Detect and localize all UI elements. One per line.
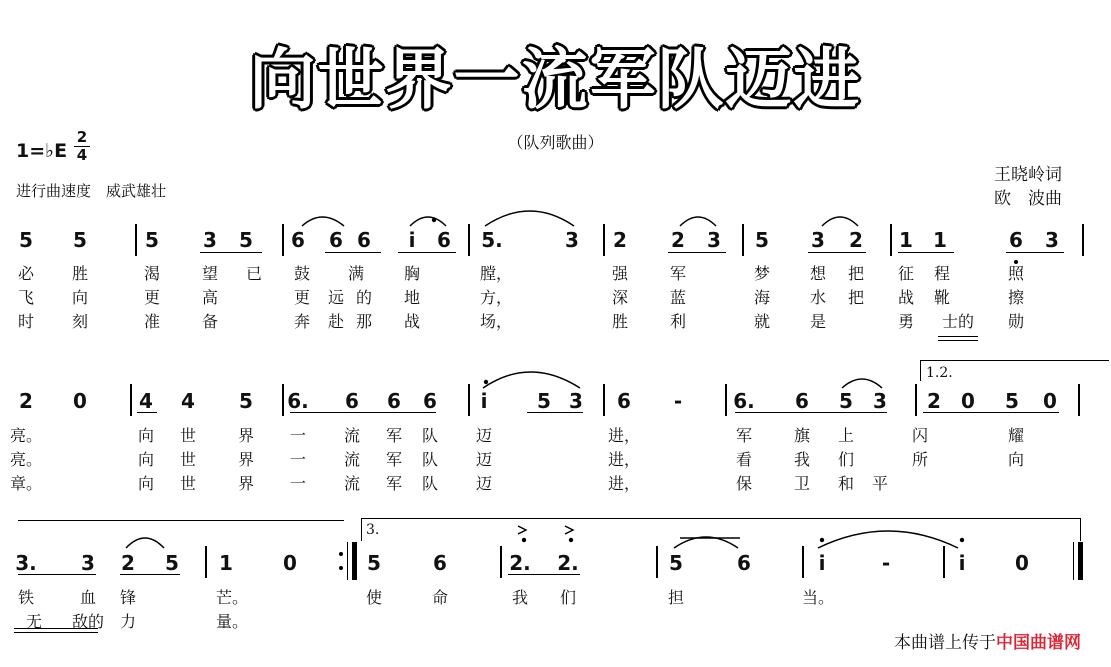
- jianpu-note: 3.: [15, 551, 37, 575]
- jianpu-note: 4: [139, 389, 153, 413]
- lyric-syllable: 无: [25, 612, 43, 631]
- jianpu-note: 3: [569, 389, 583, 413]
- lyric-syllable: 迈: [475, 474, 493, 493]
- jianpu-note: 5: [165, 551, 179, 575]
- jianpu-note: 6: [433, 551, 447, 575]
- time-signature-top: 2: [76, 128, 88, 146]
- lyric-syllable: 飞: [17, 288, 35, 307]
- lyric-syllable: 擦: [1007, 288, 1025, 307]
- lyric-syllable: 程: [933, 264, 951, 283]
- jianpu-note: 6: [423, 389, 437, 413]
- lyric-syllable: 那: [355, 312, 373, 331]
- jianpu-note: 6: [291, 228, 305, 252]
- watermark-text: 本曲谱上传于: [894, 633, 996, 653]
- composer-credit: 欧 波曲: [994, 189, 1062, 209]
- lyric-syllable: 向: [71, 288, 89, 307]
- lyric-syllable: 所: [911, 450, 929, 469]
- watermark-brand: 中国曲谱网: [996, 633, 1081, 653]
- lyric-syllable: 们: [559, 588, 577, 607]
- lyric-syllable: 亮。: [9, 426, 43, 445]
- jianpu-note: 2.: [557, 551, 579, 575]
- lyric-syllable: 芒。: [215, 588, 249, 607]
- jianpu-note: 1: [933, 228, 947, 252]
- time-signature-bottom: 4: [76, 146, 88, 164]
- lyric-syllable: 我: [793, 450, 811, 469]
- lyric-syllable: 奔: [293, 312, 311, 331]
- song-subtitle: （队列歌曲）: [507, 133, 604, 152]
- jianpu-note: 0: [283, 551, 297, 575]
- lyric-syllable: 世: [179, 474, 197, 493]
- lyric-syllable: 铁: [17, 588, 35, 607]
- jianpu-note: 5: [367, 551, 381, 575]
- lyric-syllable: 胜: [611, 312, 629, 331]
- lyric-syllable: 世: [179, 450, 197, 469]
- lyric-syllable: 卫: [793, 474, 811, 493]
- lyric-syllable: 敌的: [71, 612, 105, 631]
- lyric-syllable: 勋: [1007, 312, 1025, 331]
- jianpu-note: 3: [1045, 228, 1059, 252]
- jianpu-note: 6: [345, 389, 359, 413]
- lyric-syllable: 就: [753, 312, 771, 331]
- lyric-syllable: 世: [179, 426, 197, 445]
- volta-label-first: 1.2.: [926, 365, 953, 381]
- jianpu-note: 5: [73, 228, 87, 252]
- lyric-syllable: 保: [735, 474, 753, 493]
- lyric-syllable: 远: [327, 288, 345, 307]
- lyric-syllable: 当。: [801, 588, 835, 607]
- lyric-syllable: 流: [343, 450, 361, 469]
- lyric-syllable: 想: [809, 264, 827, 283]
- lyric-syllable: 照: [1007, 264, 1025, 283]
- volta-label-second: 3.: [366, 522, 380, 538]
- lyric-syllable: 流: [343, 426, 361, 445]
- lyric-syllable: 胜: [71, 264, 89, 283]
- lyric-syllable: 勇: [897, 312, 915, 331]
- lyric-syllable: 把: [847, 264, 865, 283]
- lyric-syllable: 胸: [403, 264, 421, 283]
- jianpu-note: 6: [329, 228, 343, 252]
- jianpu-note: 5: [1005, 389, 1019, 413]
- key-signature: 1=♭E: [16, 140, 68, 162]
- lyric-syllable: 是: [809, 312, 827, 331]
- jianpu-note: 6: [1009, 228, 1023, 252]
- jianpu-note: 5.: [481, 228, 503, 252]
- lyric-syllable: 队: [421, 474, 439, 493]
- lyric-syllable: 进，: [607, 426, 641, 445]
- jianpu-note: 2: [613, 228, 627, 252]
- lyric-syllable: 军: [735, 426, 753, 445]
- lyric-syllable: 队: [421, 426, 439, 445]
- lyric-syllable: 进，: [607, 474, 641, 493]
- lyric-syllable: 把: [847, 288, 865, 307]
- lyric-syllable: 向: [1007, 450, 1025, 469]
- lyric-syllable: 赴: [327, 312, 345, 331]
- lyric-syllable: 力: [119, 612, 137, 631]
- lyric-syllable: 担: [667, 588, 685, 607]
- lyric-syllable: 军: [385, 450, 403, 469]
- jianpu-note: 4: [181, 389, 195, 413]
- jianpu-note: i: [480, 389, 488, 413]
- jianpu-note: 3: [811, 228, 825, 252]
- lyric-syllable: 使: [365, 588, 383, 607]
- lyric-syllable: 一: [289, 426, 307, 445]
- jianpu-note: 1: [899, 228, 913, 252]
- lyric-syllable: 队: [421, 450, 439, 469]
- lyric-syllable: 向: [137, 426, 155, 445]
- lyric-syllable: 旗: [793, 426, 811, 445]
- lyric-syllable: 锋: [119, 588, 137, 607]
- lyric-syllable: 和: [837, 474, 855, 493]
- lyric-syllable: 备: [201, 312, 219, 331]
- lyric-syllable: 看: [735, 450, 753, 469]
- jianpu-note: 2: [927, 389, 941, 413]
- jianpu-note: 3: [81, 551, 95, 575]
- lyric-syllable: 更: [293, 288, 311, 307]
- lyric-syllable: 向: [137, 474, 155, 493]
- lyric-syllable: 军: [385, 426, 403, 445]
- lyric-syllable: 更: [143, 288, 161, 307]
- jianpu-note: 6.: [287, 389, 309, 413]
- tempo-marking: 进行曲速度 威武雄壮: [16, 182, 167, 200]
- lyric-syllable: 迈: [475, 426, 493, 445]
- jianpu-note: 6: [437, 228, 451, 252]
- lyric-syllable: 上: [837, 426, 855, 445]
- lyric-syllable: 场，: [479, 312, 513, 331]
- lyric-syllable: 已: [245, 264, 263, 283]
- lyric-syllable: 命: [431, 588, 449, 607]
- jianpu-note: 2: [121, 551, 135, 575]
- lyric-syllable: 的: [355, 288, 373, 307]
- jianpu-note: 5: [755, 228, 769, 252]
- lyric-syllable: 满: [347, 264, 365, 283]
- lyric-syllable: 平: [871, 474, 889, 493]
- lyric-syllable: 战: [897, 288, 915, 307]
- jianpu-note: 3: [707, 228, 721, 252]
- lyric-syllable: 鼓: [293, 264, 311, 283]
- lyric-syllable: 我: [511, 588, 529, 607]
- jianpu-note: 0: [1015, 551, 1029, 575]
- lyric-syllable: 流: [343, 474, 361, 493]
- jianpu-note: 6.: [733, 389, 755, 413]
- jianpu-note: 2: [671, 228, 685, 252]
- lyric-syllable: 界: [237, 474, 255, 493]
- jianpu-note: 5: [239, 389, 253, 413]
- jianpu-note: i: [958, 551, 966, 575]
- jianpu-note: 5: [537, 389, 551, 413]
- lyric-syllable: 望: [201, 264, 219, 283]
- jianpu-note: 3: [873, 389, 887, 413]
- jianpu-note: i: [408, 228, 416, 252]
- jianpu-note: 5: [19, 228, 33, 252]
- lyric-syllable: 军: [669, 264, 687, 283]
- jianpu-note: 5: [839, 389, 853, 413]
- lyric-syllable: 水: [809, 288, 827, 307]
- lyric-syllable: 军: [385, 474, 403, 493]
- lyric-syllable: 梦: [753, 264, 771, 283]
- lyric-syllable: 士的: [941, 312, 975, 331]
- lyric-syllable: 迈: [475, 450, 493, 469]
- jianpu-note: i: [818, 551, 826, 575]
- jianpu-note: 6: [737, 551, 751, 575]
- lyric-syllable: 膛，: [479, 264, 513, 283]
- lyric-syllable: 刻: [71, 312, 89, 331]
- jianpu-note: 6: [795, 389, 809, 413]
- lyric-syllable: 们: [837, 450, 855, 469]
- jianpu-note: 6: [357, 228, 371, 252]
- lyric-syllable: 蓝: [669, 288, 687, 307]
- lyric-syllable: 一: [289, 450, 307, 469]
- lyric-syllable: 进，: [607, 450, 641, 469]
- jianpu-note: 3: [565, 228, 579, 252]
- jianpu-note: 0: [73, 389, 87, 413]
- jianpu-note: 5: [669, 551, 683, 575]
- lyric-syllable: 准: [143, 312, 161, 331]
- lyric-syllable: 方，: [479, 288, 513, 307]
- jianpu-note: 1: [219, 551, 233, 575]
- lyric-syllable: 地: [403, 288, 421, 307]
- jianpu-note: 3: [203, 228, 217, 252]
- jianpu-note: 2: [849, 228, 863, 252]
- lyric-syllable: 靴: [933, 288, 951, 307]
- lyric-syllable: 量。: [215, 612, 249, 631]
- jianpu-note: 2: [19, 389, 33, 413]
- jianpu-note: -: [881, 551, 891, 575]
- lyric-syllable: 界: [237, 450, 255, 469]
- lyric-syllable: 必: [17, 264, 35, 283]
- lyric-syllable: 一: [289, 474, 307, 493]
- lyric-syllable: 界: [237, 426, 255, 445]
- lyricist-credit: 王晓岭词: [994, 165, 1062, 185]
- lyric-syllable: 征: [897, 264, 915, 283]
- jianpu-note: 5: [239, 228, 253, 252]
- jianpu-note: 6: [617, 389, 631, 413]
- lyric-syllable: 时: [17, 312, 35, 331]
- lyric-syllable: 血: [79, 588, 97, 607]
- lyric-syllable: 高: [201, 288, 219, 307]
- lyric-syllable: 强: [611, 264, 629, 283]
- lyric-syllable: 向: [137, 450, 155, 469]
- lyric-syllable: 利: [669, 312, 687, 331]
- song-title: 向世界一流军队迈进: [249, 41, 862, 118]
- lyric-syllable: 章。: [9, 474, 43, 493]
- lyric-syllable: 战: [403, 312, 421, 331]
- lyric-syllable: 耀: [1007, 426, 1025, 445]
- lyric-syllable: 闪: [911, 426, 929, 445]
- lyric-syllable: 深: [611, 288, 629, 307]
- jianpu-note: 6: [387, 389, 401, 413]
- jianpu-note: 0: [961, 389, 975, 413]
- jianpu-note: -: [673, 389, 683, 413]
- lyric-syllable: 渴: [143, 264, 161, 283]
- jianpu-note: 0: [1043, 389, 1057, 413]
- watermark: [894, 628, 1081, 653]
- jianpu-note: 5: [145, 228, 159, 252]
- lyric-syllable: 亮。: [9, 450, 43, 469]
- lyric-syllable: 海: [753, 288, 771, 307]
- jianpu-note: 2.: [509, 551, 531, 575]
